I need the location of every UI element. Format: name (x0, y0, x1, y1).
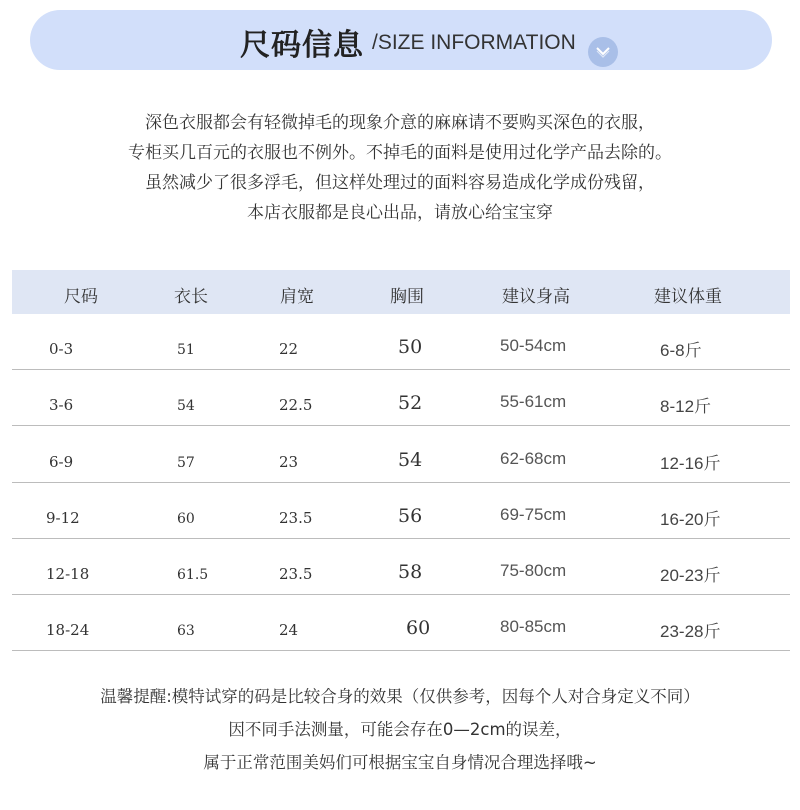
size-cell: 9-12 (46, 509, 80, 527)
table-row (12, 314, 790, 370)
height-cell: 69-75cm (500, 505, 567, 524)
note-line: 温馨提醒:模特试穿的码是比较合身的效果（仅供参考，因每个人对合身定义不同） (100, 687, 700, 706)
note-line: 因不同手法测量，可能会存在0—2cm的误差， (228, 720, 572, 739)
shoulder-cell: 23.5 (279, 565, 313, 583)
intro-line: 深色衣服都会有轻微掉毛的现象介意的麻麻请不要购买深色的衣服， (145, 113, 655, 133)
length-cell: 51 (177, 342, 195, 358)
shoulder-cell: 24 (279, 621, 299, 639)
table-row (12, 427, 790, 483)
intro-text (0, 108, 800, 228)
weight-cell: 16-20斤 (660, 510, 721, 529)
height-cell: 50-54cm (500, 336, 567, 355)
length-cell: 63 (177, 623, 195, 639)
length-cell: 61.5 (177, 567, 209, 583)
chest-cell: 56 (398, 505, 423, 527)
height-cell: 80-85cm (500, 617, 567, 636)
column-header-size: 尺码 (64, 287, 98, 307)
column-header-length: 衣长 (174, 287, 208, 307)
size-cell: 0-3 (49, 340, 74, 358)
size-cell: 3-6 (49, 396, 74, 414)
shoulder-cell: 23.5 (279, 509, 313, 527)
weight-cell: 23-28斤 (660, 622, 721, 641)
chest-cell: 58 (398, 561, 423, 583)
weight-cell: 8-12斤 (660, 397, 712, 416)
table-row (12, 539, 790, 595)
length-cell: 54 (177, 398, 195, 414)
note-line: 属于正常范围美妈们可根据宝宝自身情况合理选择哦~ (203, 753, 597, 772)
column-header-height: 建议身高 (502, 287, 570, 307)
fit-notes (0, 680, 800, 779)
height-cell: 55-61cm (500, 392, 567, 411)
chest-cell: 52 (398, 392, 423, 414)
row-divider (12, 650, 790, 651)
height-cell: 62-68cm (500, 449, 567, 468)
size-cell: 12-18 (46, 565, 90, 583)
height-cell: 75-80cm (500, 561, 567, 580)
chevron-down-icon (588, 37, 618, 67)
length-cell: 57 (177, 455, 195, 471)
header-subtitle: /SIZE INFORMATION (372, 31, 576, 54)
table-row (12, 370, 790, 426)
intro-line: 虽然减少了很多浮毛，但这样处理过的面料容易造成化学成份残留， (145, 173, 655, 193)
size-cell: 6-9 (49, 453, 74, 471)
table-row (12, 483, 790, 539)
column-header-weight: 建议体重 (654, 287, 722, 307)
shoulder-cell: 23 (279, 453, 299, 471)
row-divider (12, 425, 790, 426)
length-cell: 60 (177, 511, 195, 527)
size-cell: 18-24 (46, 621, 90, 639)
shoulder-cell: 22 (279, 340, 299, 358)
column-header-chest: 胸围 (390, 287, 424, 307)
weight-cell: 20-23斤 (660, 566, 721, 585)
weight-cell: 12-16斤 (660, 454, 721, 473)
shoulder-cell: 22.5 (279, 396, 313, 414)
intro-line: 本店衣服都是良心出品，请放心给宝宝穿 (247, 203, 553, 223)
column-header-shoulder: 肩宽 (280, 287, 314, 307)
intro-line: 专柜买几百元的衣服也不例外。不掉毛的面料是使用过化学产品去除的。 (128, 143, 672, 163)
header-title: 尺码信息 (240, 28, 364, 63)
weight-cell: 6-8斤 (660, 341, 702, 360)
chest-cell: 54 (398, 449, 423, 471)
size-table-header (12, 270, 790, 314)
chest-cell: 60 (406, 617, 431, 639)
chest-cell: 50 (398, 336, 423, 358)
table-row (12, 595, 790, 651)
size-info-header (30, 10, 772, 70)
